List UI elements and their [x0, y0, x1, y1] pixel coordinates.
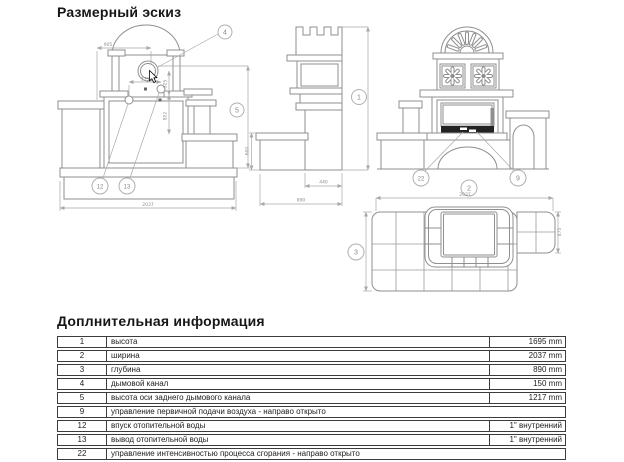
dim-plan-width: 2037 [459, 193, 471, 198]
dim-rear-top: 905 [103, 43, 113, 48]
row-label-cell: высота оси заднего дымового канала [107, 392, 490, 404]
svg-text:3: 3 [354, 249, 358, 257]
row-number-cell: 5 [57, 392, 107, 404]
info-table-wrap [57, 334, 566, 462]
svg-text:4: 4 [223, 29, 227, 37]
water-inlet-connection [125, 96, 133, 104]
callout-1 [352, 90, 367, 105]
dim-side-firebox-depth: 440 [319, 180, 328, 186]
table-row [57, 420, 566, 432]
svg-text:5: 5 [235, 107, 239, 115]
info-table [57, 334, 566, 462]
row-value-cell: 150 mm [490, 378, 566, 390]
combustion-control-lever [469, 130, 476, 133]
dim-rear-between: 375 [140, 77, 150, 83]
row-value-cell: 2037 mm [490, 350, 566, 362]
table-row [57, 392, 566, 404]
air-control-lever [460, 128, 467, 131]
table-row [57, 378, 566, 390]
info-section-title: Доплнительная информация [57, 313, 265, 329]
firebox-glass [441, 103, 494, 126]
dim-rear-upper-v: 325 [163, 79, 169, 89]
svg-text:12: 12 [96, 184, 104, 191]
row-value-cell: 1217 mm [490, 392, 566, 404]
row-label-cell: впуск отопительной воды [107, 420, 490, 432]
plan-view-drawing [348, 192, 563, 291]
dim-rear-lower-v: 802 [163, 111, 169, 121]
svg-text:2: 2 [467, 185, 471, 193]
row-number-cell: 12 [57, 420, 107, 432]
svg-text:22: 22 [417, 176, 425, 183]
table-row [57, 406, 566, 418]
row-label-cell: высота [107, 336, 490, 348]
row-value-cell: 1" внутренний [490, 420, 566, 432]
row-label-cell: управление интенсивностью процесса сгорания - направо открыто [107, 448, 566, 460]
row-value-cell: 1695 mm [490, 336, 566, 348]
row-value-cell: 890 mm [490, 364, 566, 376]
row-value-cell: 1" внутренний [490, 434, 566, 446]
row-label-cell: глубина [107, 364, 490, 376]
row-number-cell: 4 [57, 378, 107, 390]
callout-5 [230, 103, 244, 117]
firebox-door-handle [491, 108, 495, 126]
row-label-cell: ширина [107, 350, 490, 362]
row-number-cell: 13 [57, 434, 107, 446]
row-number-cell: 2 [57, 350, 107, 362]
svg-text:13: 13 [123, 184, 131, 191]
row-number-cell: 22 [57, 448, 107, 460]
row-number-cell: 3 [57, 364, 107, 376]
svg-text:1: 1 [357, 94, 361, 102]
side-crenellated-top [296, 27, 342, 56]
row-number-cell: 1 [57, 336, 107, 348]
table-row [57, 364, 566, 376]
table-row [57, 434, 566, 446]
dim-rear-width: 2037 [142, 203, 154, 208]
info-table-body [57, 336, 566, 460]
front-view-drawing [377, 27, 549, 196]
dim-side-bench: 600 [245, 146, 251, 156]
side-view-drawing [245, 27, 369, 206]
dim-side-depth: 890 [296, 198, 306, 204]
row-label-cell: управление первичной подачи воздуха - направо открыто [107, 406, 566, 418]
svg-text:9: 9 [516, 175, 520, 183]
table-row [57, 336, 566, 348]
row-label-cell: вывод отопительной воды [107, 434, 490, 446]
dim-plan-bench: 875 [558, 227, 563, 237]
plan-firebox-u [425, 207, 513, 267]
page-title: Размерный эскиз [57, 4, 182, 20]
rear-view-drawing [58, 25, 250, 211]
row-label-cell: дымовой канал [107, 378, 490, 390]
callout-3 [348, 244, 364, 260]
table-row [57, 350, 566, 362]
table-row [57, 448, 566, 460]
row-number-cell: 9 [57, 406, 107, 418]
